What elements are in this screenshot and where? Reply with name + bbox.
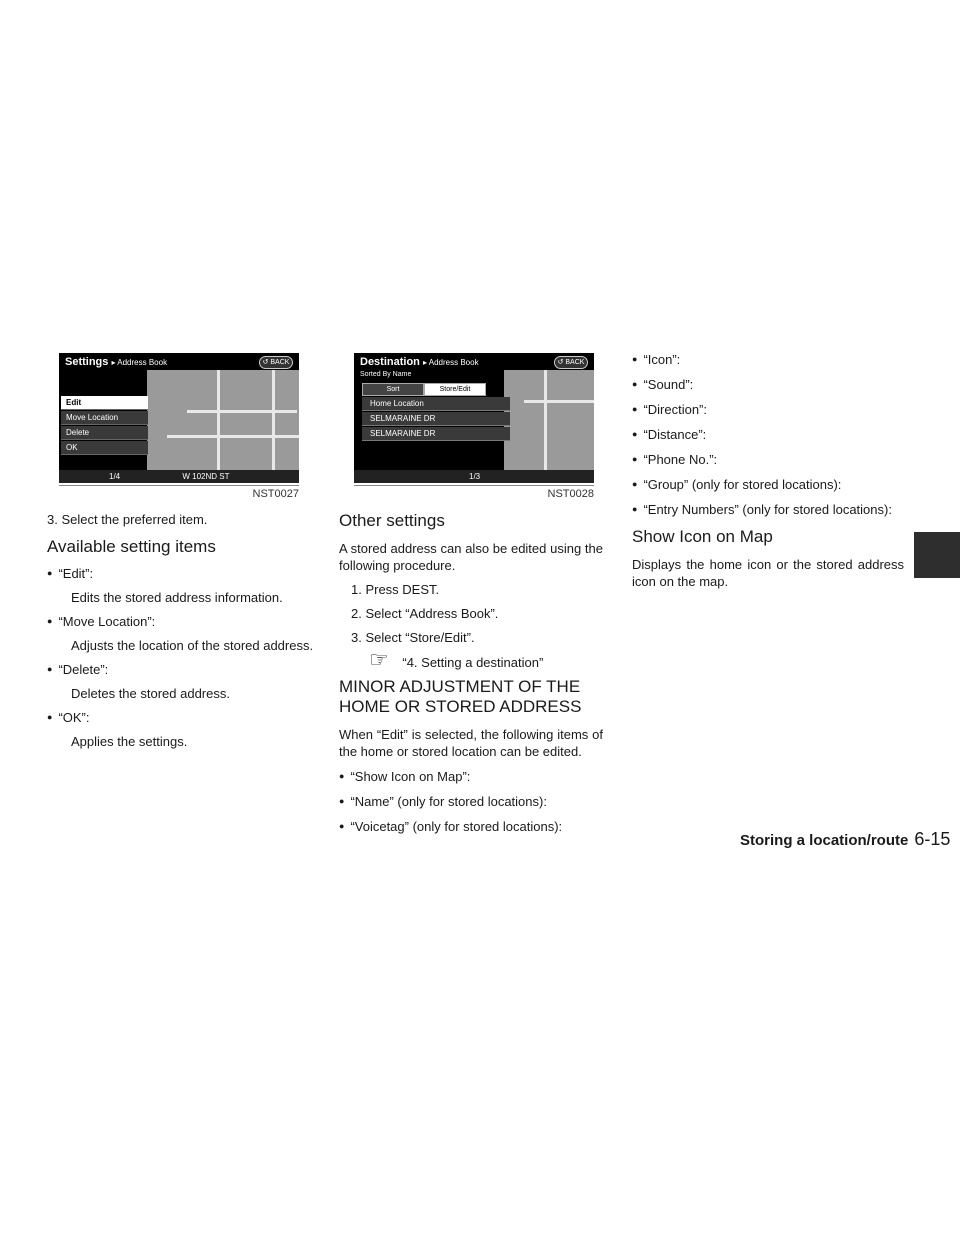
column-3 xyxy=(632,351,904,590)
map-area xyxy=(504,370,594,470)
list-item: ● “Icon”: xyxy=(632,351,904,368)
step-text: 2. Select “Address Book”. xyxy=(351,606,499,621)
list-item: ● “Edit”: xyxy=(47,565,317,582)
figure-caption: NST0027 xyxy=(59,485,299,500)
column-1 xyxy=(47,511,317,750)
section-heading: Show Icon on Map xyxy=(632,527,773,546)
sort-button[interactable]: Sort xyxy=(362,383,424,396)
list-item: ● “Move Location”: xyxy=(47,613,317,630)
paragraph: A stored address can also be edited using the following procedure. xyxy=(339,541,603,573)
page-number: 6-15 xyxy=(914,829,951,849)
list-item: ● “Distance”: xyxy=(632,426,904,443)
menu-item-ok[interactable]: OK xyxy=(61,441,148,455)
list-item: ● “Entry Numbers” (only for stored locations): xyxy=(632,501,904,518)
item-description: Adjusts the location of the stored address. xyxy=(71,638,314,653)
map-road xyxy=(272,370,275,470)
list-item: ● “Name” (only for stored locations): xyxy=(339,793,603,810)
list-item: ● “Show Icon on Map”: xyxy=(339,768,603,785)
status-bar: 1/3 xyxy=(354,470,594,483)
menu-item-edit[interactable]: Edit xyxy=(61,396,148,410)
figure-caption: NST0028 xyxy=(354,485,594,500)
list-item: ● “Phone No.”: xyxy=(632,451,904,468)
step-text: 3. Select the preferred item. xyxy=(47,512,208,527)
pointing-hand-icon: ☞ xyxy=(369,647,389,672)
list-item: ● “Voicetag” (only for stored locations): xyxy=(339,818,603,835)
map-road xyxy=(217,370,220,470)
list-item: ● “Direction”: xyxy=(632,401,904,418)
map-road xyxy=(187,410,297,413)
item-description: Edits the stored address information. xyxy=(71,590,283,605)
list-item: ● “Sound”: xyxy=(632,376,904,393)
paragraph: Displays the home icon or the stored address icon on the map. xyxy=(632,557,904,589)
figure-settings-screen xyxy=(59,353,299,483)
list-item: ● “Delete”: xyxy=(47,661,317,678)
store-edit-button[interactable]: Store/Edit xyxy=(424,383,486,396)
section-heading: MINOR ADJUSTMENT OF THE HOME OR STORED ADDRESS xyxy=(339,677,582,716)
screen-title: Destination ▸ Address Book xyxy=(360,356,479,368)
step-text: 1. Press DEST. xyxy=(351,582,440,597)
paragraph: When “Edit” is selected, the following items of the home or stored location can be edited. xyxy=(339,727,603,759)
chapter-tab xyxy=(914,532,960,578)
figure-destination-screen xyxy=(354,353,594,483)
map-road xyxy=(167,435,299,438)
menu-item-delete[interactable]: Delete xyxy=(61,426,148,440)
back-button[interactable]: ↺ BACK xyxy=(259,356,293,369)
map-road xyxy=(524,400,594,403)
menu-item-move-location[interactable]: Move Location xyxy=(61,411,148,425)
item-description: Applies the settings. xyxy=(71,734,188,749)
item-description: Deletes the stored address. xyxy=(71,686,230,701)
section-name: Storing a location/route xyxy=(740,832,909,849)
column-2 xyxy=(339,511,603,835)
list-item[interactable]: SELMARAINE DR xyxy=(362,412,510,426)
map-road xyxy=(544,370,547,470)
reference: ☞ “4. Setting a destination” xyxy=(369,647,544,672)
section-heading: Available setting items xyxy=(47,537,216,556)
sort-label: Sorted By Name xyxy=(360,371,412,378)
list-item: ● “Group” (only for stored locations): xyxy=(632,476,904,493)
screen-title: Settings ▸ Address Book xyxy=(65,356,168,368)
back-button[interactable]: ↺ BACK xyxy=(554,356,588,369)
status-bar: 1/4 W 102ND ST xyxy=(59,470,299,483)
list-item[interactable]: SELMARAINE DR xyxy=(362,427,510,441)
map-area xyxy=(147,370,299,470)
section-heading: Other settings xyxy=(339,511,445,530)
step-text: 3. Select “Store/Edit”. xyxy=(351,630,475,645)
list-item: ● “OK”: xyxy=(47,709,317,726)
list-item[interactable]: Home Location xyxy=(362,397,510,411)
page-footer xyxy=(740,829,950,850)
